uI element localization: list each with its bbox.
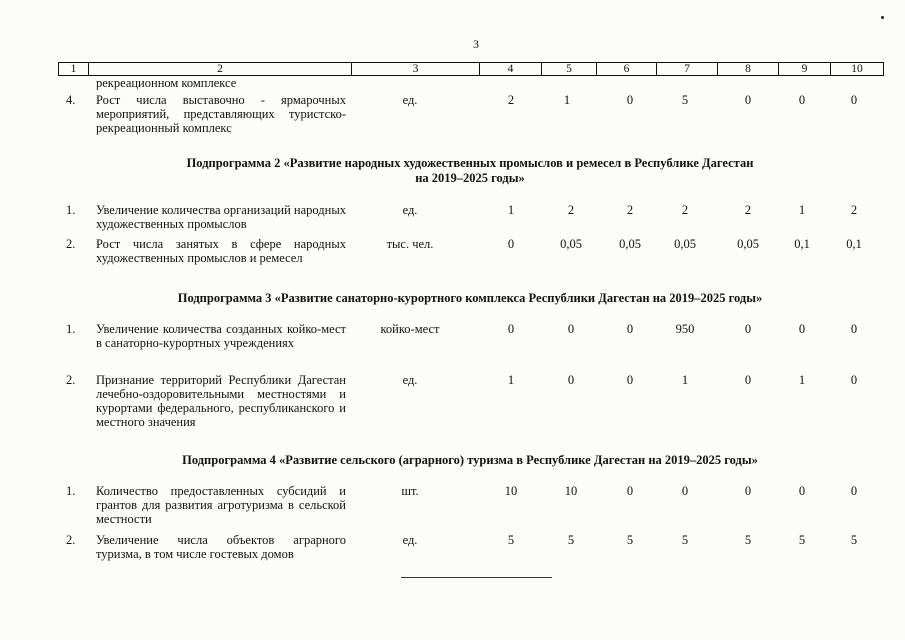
row-value: 0,05 [737,237,759,251]
row-value: 0,05 [560,237,582,251]
row-value: 1 [507,373,515,387]
row-value: 0 [567,322,575,336]
row-description: Количество предоставленных субсидий и грантов для развития агротуризма в сельской местности [96,484,346,526]
row-value: 0,05 [619,237,641,251]
header-cell: 1 [59,63,89,75]
row-value: 0 [798,93,806,107]
row-unit: ед. [402,203,418,217]
row-number: 1. [66,322,76,336]
row-description: Увеличение количества организаций народных художественных промыслов [96,203,346,231]
header-cell: 3 [352,63,480,75]
row-value: 5 [681,533,689,547]
row-value: 5 [507,533,515,547]
row-value: 5 [626,533,634,547]
header-cell: 4 [480,63,542,75]
row-unit: ед. [402,93,418,107]
row-value: 0 [798,322,806,336]
header-cell: 9 [779,63,831,75]
row-value: 2 [567,203,575,217]
row-value: 0 [850,322,858,336]
row-value: 5 [798,533,806,547]
column-number-header [58,62,884,76]
row-value: 2 [507,93,515,107]
row-value: 0 [744,373,752,387]
row-value: 0 [626,322,634,336]
row-value: 10 [504,484,518,498]
subprogram-title-cont: на 2019–2025 годы» [415,171,525,185]
row-unit: шт. [401,484,419,498]
header-cell: 6 [597,63,657,75]
header-cell: 8 [718,63,779,75]
row-value: 1 [563,93,571,107]
row-value: 0 [626,373,634,387]
row-description: Рост числа занятых в сфере народных художественных промыслов и ремесел [96,237,346,265]
row-value: 0,05 [674,237,696,251]
row-number: 1. [66,484,76,498]
row-value: 0 [744,484,752,498]
row-value: 2 [744,203,752,217]
row-value: 0 [567,373,575,387]
row-value: 0 [507,237,515,251]
page-number: 3 [473,37,479,51]
row-value: 0 [850,93,858,107]
row-value: 0 [626,93,634,107]
row-value: 2 [681,203,689,217]
row-value: 0 [626,484,634,498]
row-value: 0 [507,322,515,336]
header-cell: 2 [89,63,352,75]
row-value: 5 [744,533,752,547]
row-value: 0 [850,373,858,387]
row-number: 2. [66,373,76,387]
row-value: 2 [626,203,634,217]
closing-rule [401,577,552,578]
row-unit: койко-мест [380,322,440,336]
row-value: 1 [798,373,806,387]
row-value: 1 [681,373,689,387]
row-unit: тыс. чел. [386,237,434,251]
row-value: 0 [744,322,752,336]
continuation-text: рекреационном комплексе [96,76,237,90]
row-value: 0 [681,484,689,498]
row-value: 1 [798,203,806,217]
row-value: 5 [567,533,575,547]
header-cell: 7 [657,63,718,75]
row-unit: ед. [402,533,418,547]
row-value: 950 [675,322,695,336]
row-value: 2 [850,203,858,217]
scan-artifact-dot [881,16,884,19]
subprogram-title: Подпрограмма 3 «Развитие санаторно-курортного комплекса Республики Дагестан на 2019–2025 годы» [177,291,763,305]
row-value: 0 [850,484,858,498]
row-number: 1. [66,203,76,217]
row-number: 4. [66,93,76,107]
row-value: 0 [798,484,806,498]
header-cell: 10 [851,63,863,75]
row-description: Увеличение числа объектов аграрного туризма, в том числе гостевых домов [96,533,346,561]
row-value: 0,1 [846,237,862,251]
row-description: Увеличение количества созданных койко-мест в санаторно-курортных учреждениях [96,322,346,350]
header-cell: 5 [542,63,597,75]
subprogram-title: Подпрограмма 4 «Развитие сельского (аграрного) туризма в Республике Дагестан на 2019–2025 годы» [182,453,758,467]
row-value: 5 [850,533,858,547]
subprogram-title: Подпрограмма 2 «Развитие народных художественных промыслов и ремесел в Республике Дагестан [186,156,754,170]
row-number: 2. [66,237,76,251]
row-value: 5 [681,93,689,107]
row-value: 1 [507,203,515,217]
row-description: Рост числа выставочно - ярмарочных мероприятий, представляющих туристско-рекреационный комплекс [96,93,346,135]
row-value: 10 [564,484,578,498]
row-value: 0,1 [794,237,810,251]
row-description: Признание территорий Республики Дагестан лечебно-оздоровительными местностями и курортами федерального, республиканского и местного значения [96,373,346,429]
row-number: 2. [66,533,76,547]
row-unit: ед. [402,373,418,387]
row-value: 0 [744,93,752,107]
